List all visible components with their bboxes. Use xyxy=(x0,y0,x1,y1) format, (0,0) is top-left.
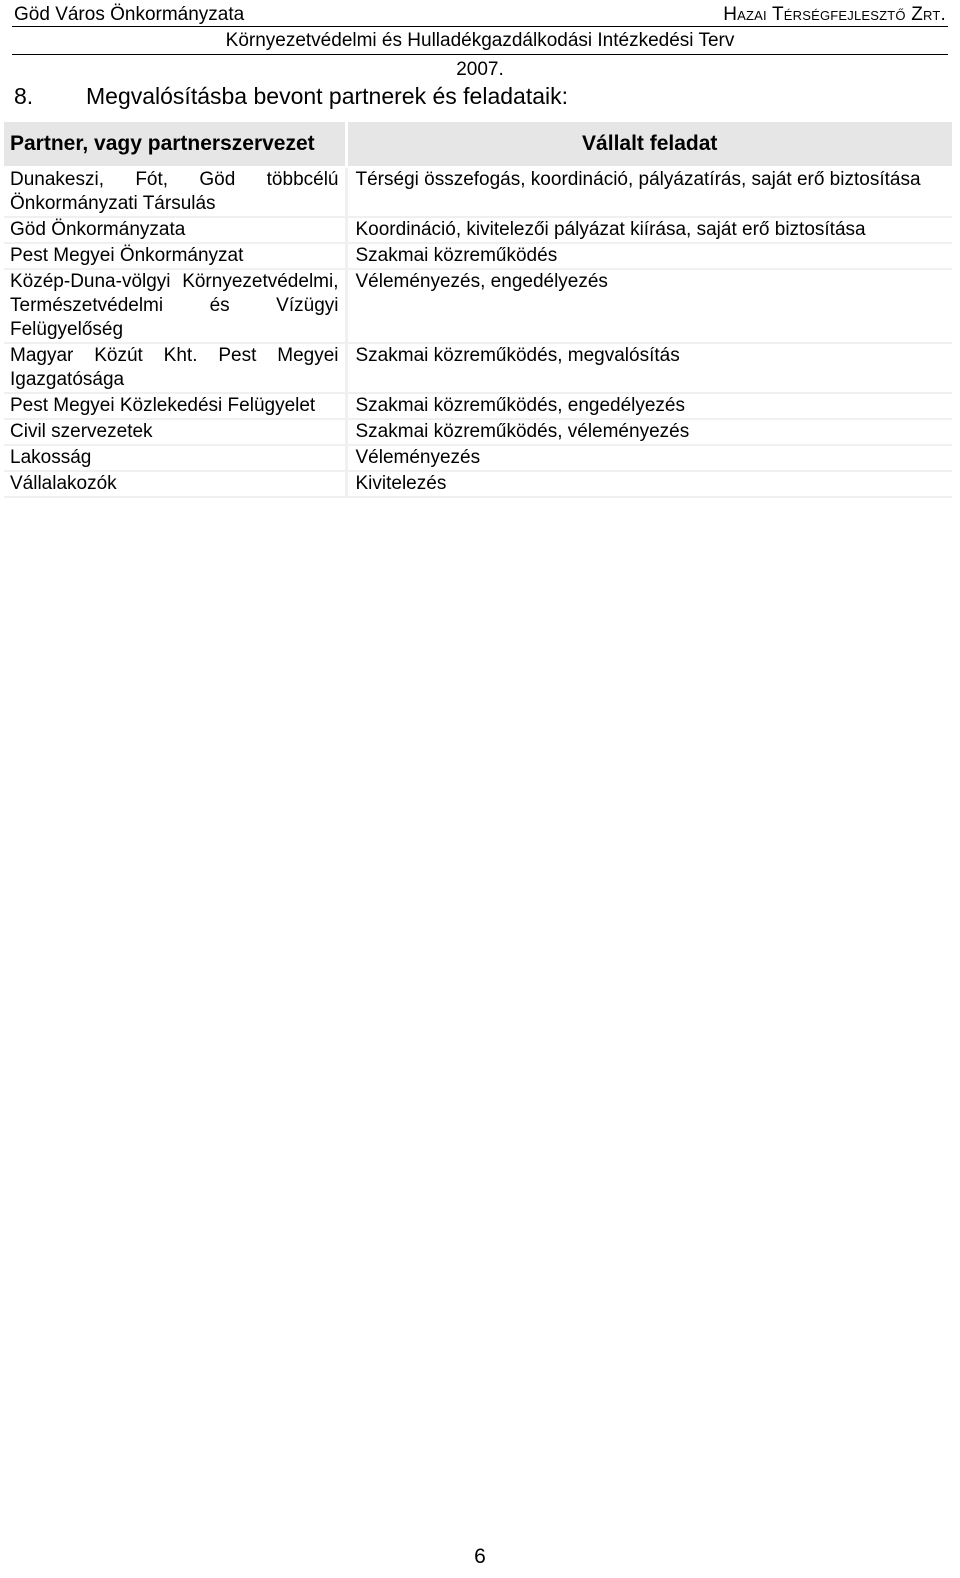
table-row xyxy=(4,393,952,419)
section-title-text: Megvalósításba bevont partnerek és feladataik: xyxy=(86,83,569,109)
table-row xyxy=(4,471,952,497)
task-cell: Szakmai közreműködés, véleményezés xyxy=(346,419,952,445)
page-number: 6 xyxy=(474,1545,486,1568)
partner-cell: Pest Megyei Közlekedési Felügyelet xyxy=(4,393,346,419)
section-heading xyxy=(14,82,568,110)
task-cell: Véleményezés, engedélyezés xyxy=(346,269,952,343)
task-cell: Szakmai közreműködés xyxy=(346,243,952,269)
table-row xyxy=(4,343,952,393)
table-row xyxy=(4,269,952,343)
column-header-task: Vállalt feladat xyxy=(346,122,952,167)
task-cell: Véleményezés xyxy=(346,445,952,471)
partners-table xyxy=(4,122,952,498)
table-row xyxy=(4,217,952,243)
task-cell: Kivitelezés xyxy=(346,471,952,497)
table-row xyxy=(4,243,952,269)
partner-cell: Dunakeszi, Fót, Göd többcélú Önkormányzati Társulás xyxy=(4,167,346,217)
task-cell: Térségi összefogás, koordináció, pályázatírás, saját erő biztosítása xyxy=(346,167,952,217)
header-document-title: Környezetvédelmi és Hulladékgazdálkodási Intézkedési Terv xyxy=(12,30,948,55)
page-header xyxy=(12,2,948,27)
partner-cell: Lakosság xyxy=(4,445,346,471)
partner-cell: Közép-Duna-völgyi Környezetvédelmi, Természetvédelmi és Vízügyi Felügyelőség xyxy=(4,269,346,343)
task-cell: Szakmai közreműködés, megvalósítás xyxy=(346,343,952,393)
table-header-row xyxy=(4,122,952,167)
partner-cell: Vállalakozók xyxy=(4,471,346,497)
header-organization: Göd Város Önkormányzata xyxy=(14,4,245,25)
header-company: Hazai Térségfejlesztő Zrt. xyxy=(723,4,946,25)
partner-cell: Magyar Közút Kht. Pest Megyei Igazgatósága xyxy=(4,343,346,393)
table-row xyxy=(4,445,952,471)
partner-cell: Pest Megyei Önkormányzat xyxy=(4,243,346,269)
header-year: 2007. xyxy=(456,59,504,80)
table-row xyxy=(4,167,952,217)
partner-cell: Civil szervezetek xyxy=(4,419,346,445)
column-header-partner: Partner, vagy partnerszervezet xyxy=(4,122,346,167)
table-row xyxy=(4,419,952,445)
task-cell: Szakmai közreműködés, engedélyezés xyxy=(346,393,952,419)
task-cell: Koordináció, kivitelezői pályázat kiírása, saját erő biztosítása xyxy=(346,217,952,243)
partner-cell: Göd Önkormányzata xyxy=(4,217,346,243)
section-number: 8. xyxy=(14,83,34,109)
